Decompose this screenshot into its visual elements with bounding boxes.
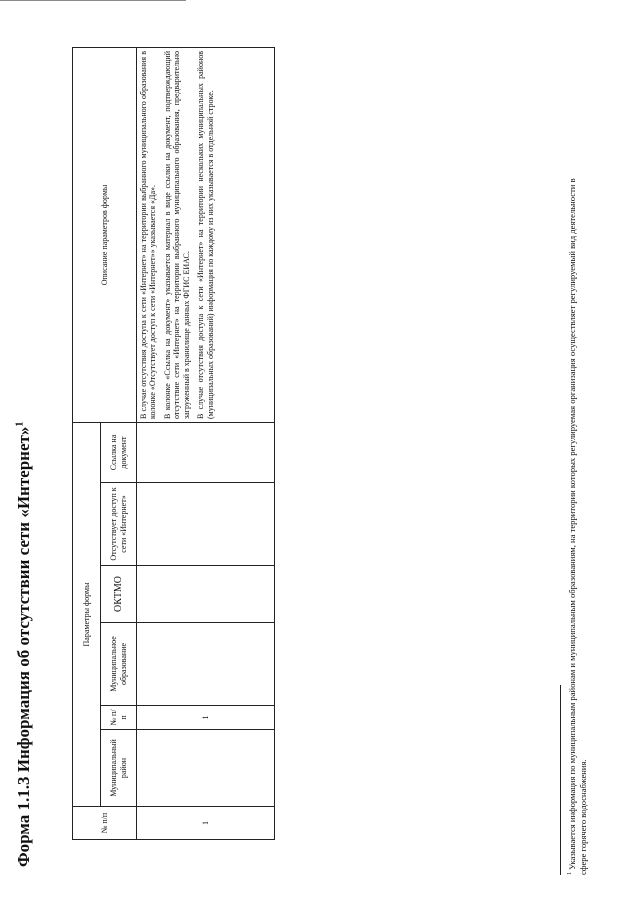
form-table	[72, 47, 275, 840]
header-sub-num: № п/п	[101, 706, 137, 730]
header-description: Описание параметров формы	[73, 48, 137, 423]
title-footnote-mark: 1	[14, 421, 26, 427]
cell-description	[137, 48, 275, 423]
cell-sub-num: 1	[137, 706, 275, 730]
description-paragraph: В колонке «Ссылка на документ» указывается материал в виде ссылки на документ, подтверждающий отсутствие сети «Интернет» на территории выбранного муниципального образования, предварительно загруженный в хранилище данных ФГИС ЕИАС.	[162, 51, 191, 419]
footnote-text: Указывается информация по муниципальным районам и муниципальным образованиям, на территории которых регулируемая организация осуществляет регулируемый вид деятельности в сфере горячего водоснабжения.	[566, 178, 589, 875]
cell-num: 1	[137, 807, 275, 840]
footnote-mark: 1	[567, 872, 573, 875]
footnote-separator	[560, 685, 561, 875]
footnote	[566, 175, 590, 875]
header-oktmo: ОКТМО	[101, 566, 137, 623]
cell-oktmo	[137, 566, 275, 623]
header-doc-link: Ссылка на документ	[101, 423, 137, 483]
cell-no-internet	[137, 483, 275, 566]
title-text: Форма 1.1.3 Информация об отсутствии сети «Интернет»	[14, 426, 33, 867]
header-params-group: Параметры формы	[73, 423, 101, 807]
description-paragraph: В случае отсутствия доступа к сети «Интернет» на территории выбранного муниципального образования в колонке «Отсутствует доступ к сети «Интернет»» указывается «Да».	[139, 51, 158, 419]
header-num: № п/п	[73, 807, 137, 840]
description-paragraph: В случае отсутствия доступа к сети «Интернет» на территории нескольких муниципальных районов (муниципальных образований) информация по каждому из них указывается в отдельной строке.	[196, 51, 215, 419]
cell-municipality	[137, 623, 275, 706]
cell-doc-link	[137, 423, 275, 483]
header-region: Муниципальный район	[101, 730, 137, 807]
header-municipality: Муниципальное образование	[101, 623, 137, 706]
header-row-1	[73, 48, 101, 840]
table-row	[137, 48, 275, 840]
cell-region	[137, 730, 275, 807]
page-title	[14, 422, 34, 867]
header-no-internet: Отсутствует доступ к сети «Интернет»	[101, 483, 137, 566]
